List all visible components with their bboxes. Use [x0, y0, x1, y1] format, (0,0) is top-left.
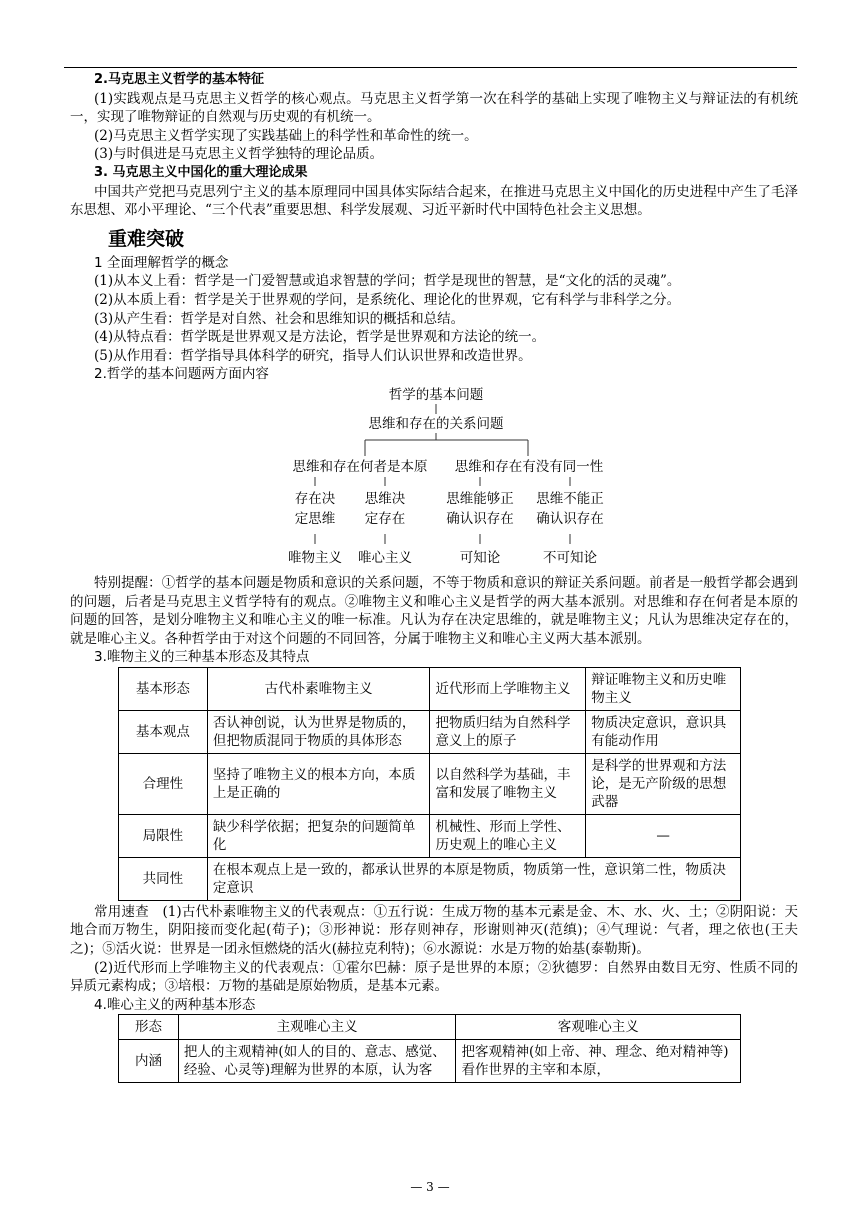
row-label: 内涵	[119, 1040, 179, 1083]
table-cell: 坚持了唯物主义的根本方向，本质上是正确的	[207, 753, 430, 814]
row-label: 基本观点	[119, 710, 208, 753]
table-header: 主观唯心主义	[178, 1015, 456, 1040]
reminder-text: ：①哲学的基本问题是物质和意识的关系问题，不等于物质和意识的辩证关系问题。前者是一般哲学都会遇到的问题，后者是马克思主义哲学特有的观点。②唯物主义和唯心主义是哲学的两大基本派别。对思维和存在何者是本原的问题的回答，是划分唯物主义和唯心主义的唯一标准。凡认为存在决定思维的，就是唯物主义；凡认为思维决定存在的，就是唯心主义。各种哲学由于对这个问题的不同回答，分属于唯物主义和唯心主义两大基本派别。	[70, 574, 799, 647]
table-header-row	[119, 1015, 741, 1040]
list-item: (4)从特点看：哲学既是世界观又是方法论，哲学是世界观和方法论的统一。	[94, 329, 546, 346]
diagram-result-knowability: 可知论	[459, 549, 501, 566]
row-label: 合理性	[119, 753, 208, 814]
header-rule	[64, 67, 797, 68]
row-label: 共同性	[119, 857, 208, 900]
diagram-left-branch: 思维和存在何者是本原	[292, 458, 428, 475]
section-title: 1 全面理解哲学的概念	[94, 254, 229, 271]
table-cell: 把客观精神(如上帝、神、理念、绝对精神等)看作世界的主宰和本原，	[456, 1040, 741, 1083]
table-header-row	[119, 667, 741, 710]
list-item: (5)从作用看：哲学指导具体科学的研究，指导人们认识世界和改造世界。	[94, 347, 532, 364]
table-cell: 机械性、形而上学性、历史观上的唯心主义	[430, 814, 586, 857]
list-item: (1)从本义上看：哲学是一门爱智慧或追求智慧的学问；哲学是现世的智慧，是“文化的活的灵魂”。	[94, 273, 681, 290]
section-title: 2.马克思主义哲学的基本特征	[94, 72, 264, 87]
table-cell: 是科学的世界观和方法论，是无产阶级的思想武器	[586, 753, 741, 814]
table-cell: 以自然科学为基础，丰富和发展了唯物主义	[430, 753, 586, 814]
paragraph: 中国共产党把马克思列宁主义的基本原理同中国具体实际结合起来，在推进马克思主义中国化的历史进程中产生了毛泽东思想、邓小平理论、“三个代表”重要思想、科学发展观、习近平新时代中国特色社会主义思想。	[70, 183, 798, 219]
table-header: 近代形而上学唯物主义	[430, 667, 586, 710]
quick-text: (1)古代朴素唯物主义的代表观点：①五行说：生成万物的基本元素是金、木、水、火、土；②阴阳说：天地合而万物生，阴阳接而变化起(荀子)；③形神说：形存则神存，形谢则神灭(范缜)；④气理说：气者，理之依也(王夫之)；⑤活火说：世界是一团永恒燃烧的活火(赫拉克利特)；⑥水源说：水是万物的始基(泰勒斯)。	[70, 903, 799, 958]
table-row	[119, 710, 741, 753]
page-content	[70, 71, 798, 1083]
table-header: 基本形态	[119, 667, 208, 710]
diagram-node: 思维能够正	[446, 490, 514, 507]
table-header: 客观唯心主义	[456, 1015, 741, 1040]
philosophy-basic-question-diagram	[70, 384, 798, 574]
row-label: 局限性	[119, 814, 208, 857]
diagram-node: 定存在	[364, 510, 406, 527]
section-title: 4.唯心主义的两种基本形态	[94, 996, 256, 1013]
diagram-mid: 思维和存在的关系问题	[368, 415, 504, 432]
diagram-node: 思维不能正	[536, 490, 604, 507]
section-title: 3.唯物主义的三种基本形态及其特点	[94, 649, 310, 666]
table-row	[119, 753, 741, 814]
section-title: 3. 马克思主义中国化的重大理论成果	[94, 164, 308, 180]
diagram-node: 思维决	[364, 490, 406, 507]
paragraph: (3)与时俱进是马克思主义哲学独特的理论品质。	[94, 146, 384, 163]
paragraph: (2)马克思主义哲学实现了实践基础上的科学性和革命性的统一。	[94, 127, 478, 144]
page-number: — 3 —	[410, 1180, 450, 1194]
diagram-root: 哲学的基本问题	[388, 386, 484, 403]
diagram-connectors	[70, 384, 798, 574]
diagram-result-materialism: 唯物主义	[288, 549, 342, 566]
diagram-right-branch: 思维和存在有没有同一性	[454, 458, 604, 475]
quick-reference	[70, 903, 798, 959]
table-header: 形态	[119, 1015, 179, 1040]
materialism-table	[118, 667, 741, 901]
table-cell: 否认神创说，认为世界是物质的，但把物质混同于物质的具体形态	[207, 710, 430, 753]
main-heading: 重难突破	[108, 227, 185, 250]
table-cell: —	[586, 814, 741, 857]
table-row	[119, 1040, 741, 1083]
list-item: (2)从本质上看：哲学是关于世界观的学问，是系统化、理论化的世界观，它有科学与非科学之分。	[94, 291, 681, 308]
reminder-label: 特别提醒	[94, 574, 149, 591]
table-row	[119, 814, 741, 857]
diagram-node: 确认识存在	[536, 510, 604, 527]
table-header: 辩证唯物主义和历史唯物主义	[586, 667, 741, 710]
table-cell: 在根本观点上是一致的，都承认世界的本原是物质，物质第一性，意识第二性，物质决定意识	[207, 857, 740, 900]
diagram-result-idealism: 唯心主义	[358, 549, 412, 566]
table-cell: 缺少科学依据；把复杂的问题简单化	[207, 814, 430, 857]
table-cell: 物质决定意识，意识具有能动作用	[586, 710, 741, 753]
paragraph: (2)近代形而上学唯物主义的代表观点：①霍尔巴赫：原子是世界的本原；②狄德罗：自然界由数目无穷、性质不同的异质元素构成；③培根：万物的基础是原始物质，是基本元素。	[70, 959, 798, 995]
idealism-table	[118, 1014, 741, 1083]
table-cell: 把物质归结为自然科学意义上的原子	[430, 710, 586, 753]
table-header: 古代朴素唯物主义	[207, 667, 430, 710]
section-title: 2.哲学的基本问题两方面内容	[94, 366, 269, 383]
diagram-node: 存在决	[294, 490, 336, 507]
diagram-node: 确认识存在	[446, 510, 514, 527]
list-item: (3)从产生看：哲学是对自然、社会和思维知识的概括和总结。	[94, 310, 465, 327]
quick-label: 常用速查	[94, 903, 149, 920]
special-reminder	[70, 574, 798, 648]
table-row	[119, 857, 741, 900]
diagram-node: 定思维	[294, 510, 336, 527]
table-cell: 把人的主观精神(如人的目的、意志、感觉、经验、心灵等)理解为世界的本原，认为客	[178, 1040, 456, 1083]
diagram-result-agnosticism: 不可知论	[543, 549, 597, 566]
paragraph: (1)实践观点是马克思主义哲学的核心观点。马克思主义哲学第一次在科学的基础上实现了唯物主义与辩证法的有机统一，实现了唯物辩证的自然观与历史观的有机统一。	[70, 90, 798, 126]
